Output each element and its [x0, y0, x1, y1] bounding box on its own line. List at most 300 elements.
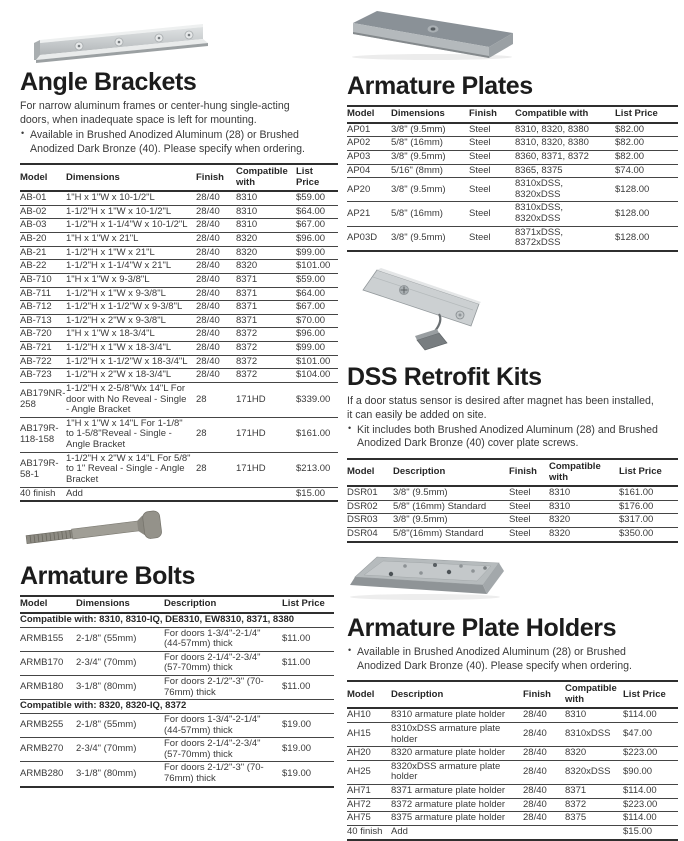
angle-brackets-bullets: [20, 129, 322, 157]
table-cell: 28/40: [196, 342, 236, 356]
table-cell: $70.00: [296, 314, 338, 328]
table-cell: $213.00: [296, 452, 338, 487]
table-cell: 1"H x 1"W x 18-3/4"L: [66, 328, 196, 342]
table-cell: $114.00: [623, 812, 678, 826]
table-cell: AP02: [347, 137, 391, 151]
table-cell: 28/40: [523, 785, 565, 799]
table-cell: 8320: [549, 528, 619, 542]
angle-brackets-intro: For narrow aluminum frames or center-hung single-acting doors, when inadequate space is left for mounting.: [20, 100, 290, 127]
table-cell: Steel: [469, 123, 515, 137]
table-cell: $11.00: [282, 651, 334, 675]
table-row: [347, 708, 678, 722]
table-cell: 1-1/2"H x 1-1/2"W x 9-3/8"L: [66, 301, 196, 315]
table-row: [20, 676, 334, 700]
table-cell: 28/40: [196, 219, 236, 233]
armature-plate-holders-table: [347, 680, 678, 840]
table-cell: For doors 2-1/4"-2-3/4" (57-70mm) thick: [164, 651, 282, 675]
table-cell: 1-1/2"H x 1-1/4"W x 21"L: [66, 260, 196, 274]
table-cell: Steel: [469, 226, 515, 251]
table-cell: $15.00: [623, 825, 678, 839]
table-cell: For doors 2-1/2"-3" (70-76mm) thick: [164, 762, 282, 787]
column-header: List Price: [615, 106, 678, 122]
table-cell: 8372 armature plate holder: [391, 798, 523, 812]
table-row: [20, 328, 338, 342]
table-cell: AB-720: [20, 328, 66, 342]
table-cell: $59.00: [296, 273, 338, 287]
table-cell: 1-1/2"H x 2"W x 9-3/8"L: [66, 314, 196, 328]
table-cell: $350.00: [619, 528, 678, 542]
table-cell: $82.00: [615, 150, 678, 164]
table-cell: 2-1/8" (55mm): [76, 713, 164, 737]
table-cell: 8310, 8320, 8380: [515, 137, 615, 151]
table-header-row: [20, 164, 338, 191]
table-cell: 8372: [236, 328, 296, 342]
table-row: [347, 528, 678, 542]
table-row: [20, 287, 338, 301]
table-cell: $59.00: [296, 191, 338, 205]
table-row: [20, 713, 334, 737]
table-cell: $96.00: [296, 328, 338, 342]
table-row: [347, 747, 678, 761]
table-cell: 1-1/2"H x 1"W x 18-3/4"L: [66, 342, 196, 356]
table-row: [347, 722, 678, 746]
table-cell: 8371xDSS, 8372xDSS: [515, 226, 615, 251]
table-row: [20, 233, 338, 247]
table-cell: AB-21: [20, 246, 66, 260]
table-cell: 28/40: [523, 798, 565, 812]
table-cell: [565, 825, 623, 839]
table-cell: 8320: [549, 514, 619, 528]
table-cell: DSR04: [347, 528, 393, 542]
table-cell: AH25: [347, 760, 391, 784]
table-cell: 8372: [565, 798, 623, 812]
table-cell: 1"H x 1"W x 14"L For 1-1/8" to 1-5/8"Reveal - Single - Angle Bracket: [66, 417, 196, 452]
table-cell: 1-1/2"H x 1-1/2"W x 18-3/4"L: [66, 355, 196, 369]
table-row: [20, 191, 338, 205]
table-cell: $11.00: [282, 627, 334, 651]
table-cell: 28/40: [196, 328, 236, 342]
bullet-item: • Available in Brushed Anodized Aluminum (28) or Brushed Anodized Dark Bronze (40). Please specify when ordering.: [20, 129, 322, 157]
table-cell: 3/8" (9.5mm): [391, 150, 469, 164]
armature-plate-holder-photo: [347, 549, 662, 608]
table-cell: $19.00: [282, 762, 334, 787]
table-row: [347, 226, 678, 251]
column-header: Compatible with: [236, 164, 296, 191]
table-cell: 28/40: [196, 205, 236, 219]
table-cell: ARMB170: [20, 651, 76, 675]
table-cell: 28/40: [523, 760, 565, 784]
table-cell: 28/40: [196, 273, 236, 287]
table-cell: ARMB255: [20, 713, 76, 737]
dss-bullets: [347, 424, 662, 452]
column-header: Finish: [196, 164, 236, 191]
table-cell: 8310: [236, 205, 296, 219]
table-cell: $161.00: [619, 486, 678, 500]
table-subheader: Compatible with: 8310, 8310-IQ, DE8310, EW8310, 8371, 8380: [20, 613, 334, 627]
table-cell: $104.00: [296, 369, 338, 383]
table-cell: 28/40: [196, 314, 236, 328]
table-cell: 40 finish: [347, 825, 391, 839]
table-cell: 3/8" (9.5mm): [393, 486, 509, 500]
table-cell: Steel: [509, 514, 549, 528]
table-cell: 8371: [565, 785, 623, 799]
table-cell: 8310: [549, 486, 619, 500]
table-cell: $90.00: [623, 760, 678, 784]
column-header: Description: [164, 596, 282, 612]
table-row: [347, 514, 678, 528]
table-cell: AB-02: [20, 205, 66, 219]
table-cell: 5/16" (8mm): [391, 164, 469, 178]
table-row: [347, 825, 678, 839]
page-title-dss-retrofit-kits: DSS Retrofit Kits: [347, 362, 542, 391]
table-cell: AP20: [347, 178, 391, 202]
table-row: [347, 760, 678, 784]
column-header: List Price: [619, 459, 678, 486]
table-header-row: [347, 106, 678, 122]
table-cell: 8320xDSS armature plate holder: [391, 760, 523, 784]
table-cell: 5/8" (16mm): [391, 202, 469, 226]
table-cell: AB-722: [20, 355, 66, 369]
table-row: [347, 202, 678, 226]
table-cell: $114.00: [623, 708, 678, 722]
table-cell: 171HD: [236, 382, 296, 417]
table-cell: $128.00: [615, 226, 678, 251]
section-armature-plate-holders: [347, 549, 666, 841]
table-cell: [236, 487, 296, 501]
table-cell: 8320 armature plate holder: [391, 747, 523, 761]
table-cell: 1-1/2"H x 1"W x 9-3/8"L: [66, 287, 196, 301]
armature-plates-table: [347, 105, 678, 252]
column-header: Dimensions: [391, 106, 469, 122]
table-cell: 3-1/8" (80mm): [76, 676, 164, 700]
armature-bolts-table: [20, 595, 334, 787]
table-row: [20, 369, 338, 383]
table-cell: 1"H x 1"W x 9-3/8"L: [66, 273, 196, 287]
table-cell: 8310xDSS: [565, 722, 623, 746]
section-armature-plates: [347, 3, 662, 252]
table-cell: 8320: [565, 747, 623, 761]
table-cell: Steel: [509, 528, 549, 542]
section-armature-bolts: [20, 507, 325, 787]
table-cell: 8310, 8320, 8380: [515, 123, 615, 137]
table-cell: 1"H x 1"W x 10-1/2"L: [66, 191, 196, 205]
table-cell: AB-721: [20, 342, 66, 356]
column-header: Compatible with: [565, 681, 623, 708]
table-row: [347, 164, 678, 178]
table-row: [347, 812, 678, 826]
column-header: List Price: [282, 596, 334, 612]
table-cell: $101.00: [296, 260, 338, 274]
table-cell: $82.00: [615, 137, 678, 151]
table-cell: AB-03: [20, 219, 66, 233]
table-cell: 1-1/2"H x 2"W x 14"L For 5/8" to 1" Reveal - Single - Angle Bracket: [66, 452, 196, 487]
table-cell: AB-20: [20, 233, 66, 247]
table-cell: AB179R-58-1: [20, 452, 66, 487]
column-header: Compatible with: [515, 106, 615, 122]
column-header: Dimensions: [76, 596, 164, 612]
table-cell: AB179R-118-158: [20, 417, 66, 452]
column-header: Model: [347, 459, 393, 486]
table-row: [20, 219, 338, 233]
table-cell: 8320: [236, 246, 296, 260]
table-cell: 8310: [236, 219, 296, 233]
table-cell: $19.00: [282, 713, 334, 737]
table-row: [20, 738, 334, 762]
table-header-row: [347, 459, 678, 486]
table-cell: 28/40: [523, 812, 565, 826]
table-cell: 28/40: [196, 191, 236, 205]
table-cell: AH75: [347, 812, 391, 826]
table-cell: ARMB180: [20, 676, 76, 700]
page-title-armature-plates: Armature Plates: [347, 72, 533, 100]
table-cell: 3-1/8" (80mm): [76, 762, 164, 787]
table-row: [347, 150, 678, 164]
table-cell: AB-22: [20, 260, 66, 274]
table-cell: $339.00: [296, 382, 338, 417]
table-cell: AB-713: [20, 314, 66, 328]
table-cell: 3/8" (9.5mm): [393, 514, 509, 528]
table-cell: 1-1/2"H x 1"W x 21"L: [66, 246, 196, 260]
table-cell: $128.00: [615, 178, 678, 202]
table-cell: 8375 armature plate holder: [391, 812, 523, 826]
table-row: [20, 487, 338, 501]
table-cell: AB-723: [20, 369, 66, 383]
table-cell: $64.00: [296, 205, 338, 219]
table-row: [20, 762, 334, 787]
table-cell: DSR02: [347, 500, 393, 514]
table-row: [347, 785, 678, 799]
table-row: [20, 382, 338, 417]
table-cell: 1-1/2"H x 1"W x 10-1/2"L: [66, 205, 196, 219]
column-header: Model: [20, 596, 76, 612]
column-header: Dimensions: [66, 164, 196, 191]
table-cell: 8371: [236, 273, 296, 287]
table-row: [20, 342, 338, 356]
table-cell: AH71: [347, 785, 391, 799]
table-cell: For doors 1-3/4"-2-1/4" (44-57mm) thick: [164, 627, 282, 651]
table-cell: AP03: [347, 150, 391, 164]
table-cell: 8310: [565, 708, 623, 722]
table-cell: AP21: [347, 202, 391, 226]
column-header: Model: [347, 681, 391, 708]
table-cell: 171HD: [236, 417, 296, 452]
page-title-armature-plate-holders: Armature Plate Holders: [347, 613, 617, 642]
table-cell: 8360, 8371, 8372: [515, 150, 615, 164]
table-cell: $317.00: [619, 514, 678, 528]
table-cell: AP04: [347, 164, 391, 178]
table-cell: 28/40: [196, 233, 236, 247]
table-cell: 28/40: [196, 246, 236, 260]
table-cell: AB-712: [20, 301, 66, 315]
table-row: [347, 486, 678, 500]
table-row: [347, 123, 678, 137]
dss-intro: If a door status sensor is desired after magnet has been installed, it can easily be added on site.: [347, 395, 654, 421]
table-header-row: [20, 596, 334, 612]
table-cell: $128.00: [615, 202, 678, 226]
table-cell: Steel: [509, 486, 549, 500]
table-cell: 3/8" (9.5mm): [391, 226, 469, 251]
table-row: [20, 205, 338, 219]
table-row: [20, 417, 338, 452]
table-row: [347, 178, 678, 202]
table-cell: 8320: [236, 260, 296, 274]
table-cell: DSR01: [347, 486, 393, 500]
table-cell: For doors 2-1/2"-3" (70-76mm) thick: [164, 676, 282, 700]
table-cell: $64.00: [296, 287, 338, 301]
table-cell: $99.00: [296, 246, 338, 260]
table-cell: 8310 armature plate holder: [391, 708, 523, 722]
left-column: [0, 0, 331, 785]
column-header: Compatible with: [549, 459, 619, 486]
table-cell: $67.00: [296, 301, 338, 315]
table-cell: [523, 825, 565, 839]
table-cell: AB-01: [20, 191, 66, 205]
table-row: [20, 273, 338, 287]
table-cell: ARMB155: [20, 627, 76, 651]
table-cell: 3/8" (9.5mm): [391, 123, 469, 137]
table-row: [20, 314, 338, 328]
column-header: Model: [347, 106, 391, 122]
page-title-armature-bolts: Armature Bolts: [20, 562, 195, 591]
page-title-angle-brackets: Angle Brackets: [20, 68, 197, 96]
table-row: [20, 613, 334, 627]
dss-retrofit-kits-table: [347, 458, 678, 542]
table-cell: Add: [391, 825, 523, 839]
table-cell: 1"H x 1"W x 21"L: [66, 233, 196, 247]
table-cell: 8320: [236, 233, 296, 247]
table-cell: $176.00: [619, 500, 678, 514]
table-cell: [196, 487, 236, 501]
table-cell: 5/8"(16mm) Standard: [393, 528, 509, 542]
table-cell: $67.00: [296, 219, 338, 233]
section-angle-brackets: [20, 7, 331, 502]
plate-holders-bullets: [347, 646, 662, 674]
table-row: [347, 798, 678, 812]
right-column: [322, 0, 684, 837]
table-cell: ARMB270: [20, 738, 76, 762]
table-cell: Steel: [469, 202, 515, 226]
table-cell: 8310xDSS, 8320xDSS: [515, 202, 615, 226]
table-cell: 8372: [236, 369, 296, 383]
column-header: Description: [393, 459, 509, 486]
table-cell: 2-1/8" (55mm): [76, 627, 164, 651]
table-cell: 8375: [565, 812, 623, 826]
table-row: [20, 246, 338, 260]
table-cell: 28/40: [523, 747, 565, 761]
table-cell: 8371 armature plate holder: [391, 785, 523, 799]
table-cell: 1-1/2"H x 2"W x 18-3/4"L: [66, 369, 196, 383]
table-cell: $19.00: [282, 738, 334, 762]
table-cell: 1-1/2"H x 2-5/8"Wx 14"L For door with No Reveal - Single - Angle Bracket: [66, 382, 196, 417]
table-row: [20, 700, 334, 714]
table-cell: AH72: [347, 798, 391, 812]
table-cell: Steel: [469, 164, 515, 178]
table-cell: 8365, 8375: [515, 164, 615, 178]
table-row: [20, 301, 338, 315]
table-cell: AB-710: [20, 273, 66, 287]
table-cell: 40 finish: [20, 487, 66, 501]
angle-brackets-table: [20, 163, 338, 502]
table-cell: 28/40: [196, 287, 236, 301]
table-cell: 8372: [236, 355, 296, 369]
table-cell: AP03D: [347, 226, 391, 251]
table-cell: $101.00: [296, 355, 338, 369]
table-cell: 5/8" (16mm) Standard: [393, 500, 509, 514]
table-cell: Steel: [469, 178, 515, 202]
table-row: [347, 137, 678, 151]
column-header: Model: [20, 164, 66, 191]
column-header: Finish: [509, 459, 549, 486]
dss-retrofit-kit-photo: [357, 264, 662, 357]
table-row: [20, 627, 334, 651]
table-cell: 8371: [236, 301, 296, 315]
table-cell: $82.00: [615, 123, 678, 137]
table-cell: $223.00: [623, 747, 678, 761]
table-cell: 171HD: [236, 452, 296, 487]
column-header: Finish: [469, 106, 515, 122]
bullet-item: • Kit includes both Brushed Anodized Aluminum (28) and Brushed Anodized Dark Bronze (40) cover plate screws.: [347, 424, 662, 452]
table-subheader: Compatible with: 8320, 8320-IQ, 8372: [20, 700, 334, 714]
column-header: Finish: [523, 681, 565, 708]
table-cell: 28: [196, 417, 236, 452]
armature-bolt-photo: [20, 507, 322, 556]
table-cell: 2-3/4" (70mm): [76, 738, 164, 762]
table-cell: 2-3/4" (70mm): [76, 651, 164, 675]
table-cell: 8310xDSS armature plate holder: [391, 722, 523, 746]
table-cell: 28/40: [523, 708, 565, 722]
table-cell: AB-711: [20, 287, 66, 301]
table-cell: For doors 1-3/4"-2-1/4" (44-57mm) thick: [164, 713, 282, 737]
column-header: List Price: [623, 681, 678, 708]
armature-plate-photo: [347, 3, 662, 66]
section-dss-retrofit-kits: [347, 264, 662, 543]
table-cell: $47.00: [623, 722, 678, 746]
angle-bracket-photo: [22, 7, 322, 62]
table-cell: 28/40: [196, 369, 236, 383]
table-cell: 28/40: [523, 722, 565, 746]
table-cell: 8310: [236, 191, 296, 205]
table-cell: 8371: [236, 314, 296, 328]
table-header-row: [347, 681, 678, 708]
table-cell: $223.00: [623, 798, 678, 812]
table-cell: Steel: [509, 500, 549, 514]
table-cell: Steel: [469, 137, 515, 151]
table-cell: 8310xDSS, 8320xDSS: [515, 178, 615, 202]
table-cell: 8372: [236, 342, 296, 356]
table-cell: $96.00: [296, 233, 338, 247]
table-row: [347, 500, 678, 514]
table-cell: $114.00: [623, 785, 678, 799]
table-cell: For doors 2-1/4"-2-3/4" (57-70mm) thick: [164, 738, 282, 762]
table-cell: 8371: [236, 287, 296, 301]
table-cell: $15.00: [296, 487, 338, 501]
table-cell: $161.00: [296, 417, 338, 452]
table-cell: AH20: [347, 747, 391, 761]
table-cell: ARMB280: [20, 762, 76, 787]
table-cell: $74.00: [615, 164, 678, 178]
column-header: List Price: [296, 164, 338, 191]
table-cell: 28/40: [196, 260, 236, 274]
table-cell: Steel: [469, 150, 515, 164]
table-cell: 1-1/2"H x 1-1/4"W x 10-1/2"L: [66, 219, 196, 233]
table-cell: 3/8" (9.5mm): [391, 178, 469, 202]
table-cell: AP01: [347, 123, 391, 137]
table-row: [20, 452, 338, 487]
table-cell: 28: [196, 382, 236, 417]
table-cell: $99.00: [296, 342, 338, 356]
table-row: [20, 651, 334, 675]
table-cell: 28/40: [196, 355, 236, 369]
